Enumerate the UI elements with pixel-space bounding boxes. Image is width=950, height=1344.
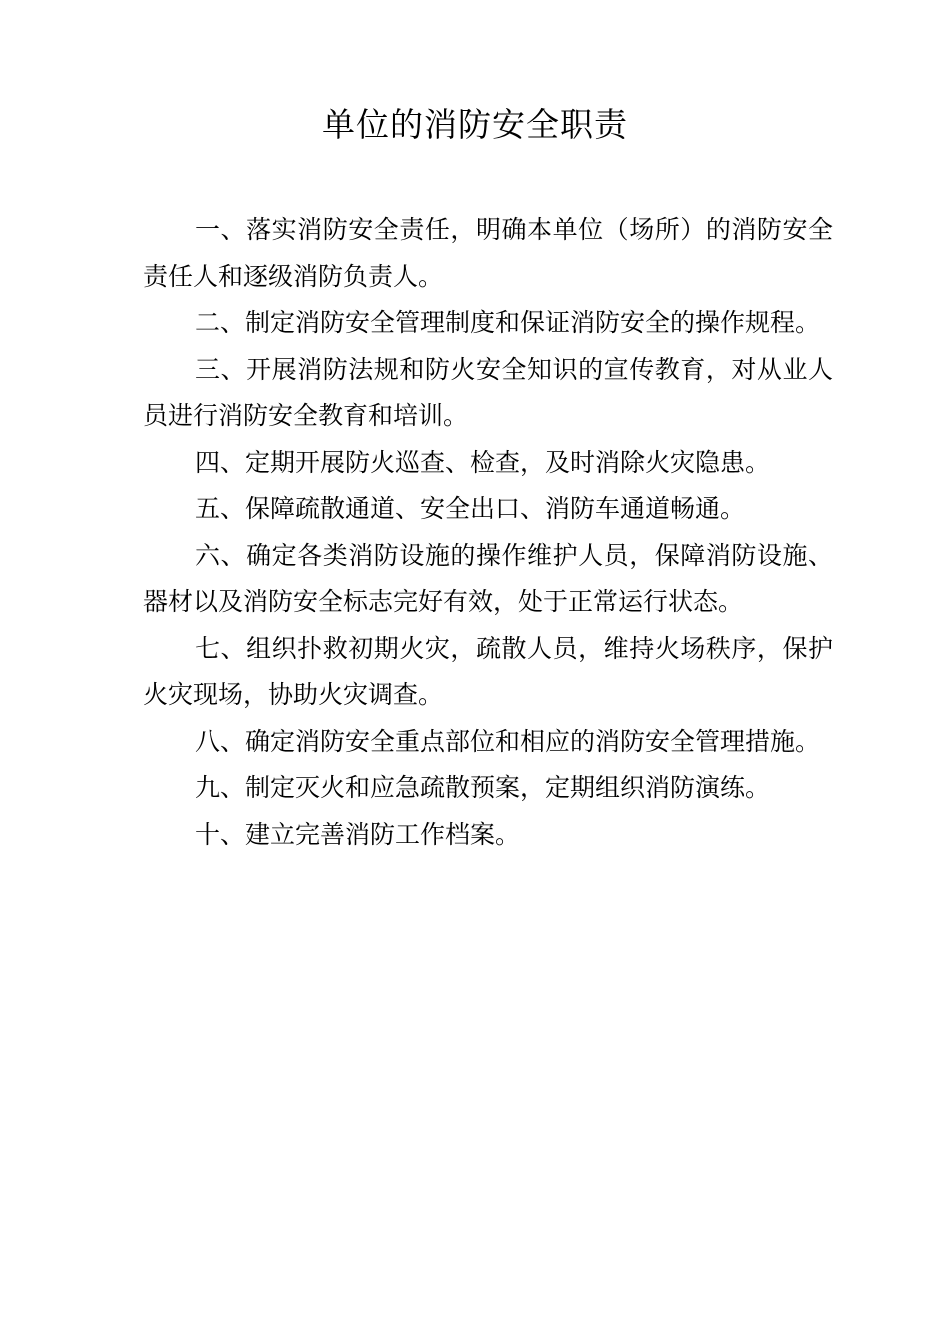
paragraph-10: 十、建立完善消防工作档案。	[195, 819, 521, 849]
paragraph-3: 三、开展消防法规和防火安全知识的宣传教育，对从业人员进行消防安全教育和培训。	[143, 354, 833, 430]
document-body	[143, 207, 833, 858]
paragraph-1: 一、落实消防安全责任，明确本单位（场所）的消防安全责任人和逐级消防负责人。	[143, 215, 833, 291]
paragraph-8: 八、确定消防安全重点部位和相应的消防安全管理措施。	[195, 726, 821, 756]
document-title: 单位的消防安全职责	[322, 105, 628, 144]
paragraph-6: 六、确定各类消防设施的操作维护人员，保障消防设施、器材以及消防安全标志完好有效，处于正常运行状态。	[143, 540, 833, 616]
paragraph-7: 七、组织扑救初期火灾，疏散人员，维持火场秩序，保护火灾现场，协助火灾调查。	[143, 633, 833, 709]
paragraph-2: 二、制定消防安全管理制度和保证消防安全的操作规程。	[195, 308, 821, 337]
paragraph-4: 四、定期开展防火巡查、检查，及时消除火灾隐患。	[195, 447, 771, 477]
paragraph-9: 九、制定灭火和应急疏散预案，定期组织消防演练。	[195, 773, 771, 802]
paragraph-5: 五、保障疏散通道、安全出口、消防车通道畅通。	[195, 494, 746, 523]
